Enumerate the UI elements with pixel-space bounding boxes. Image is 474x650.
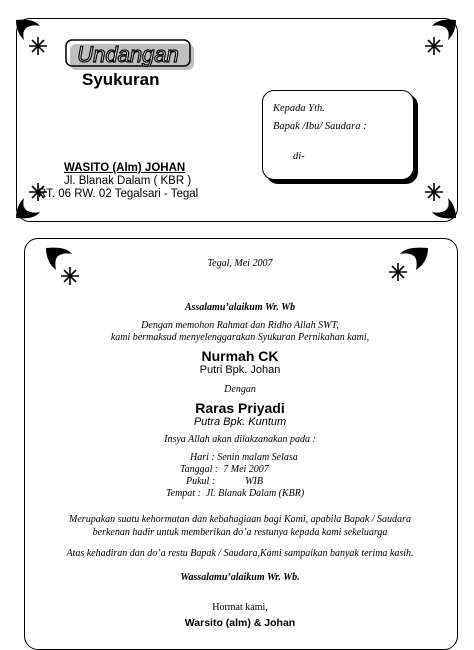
groom-name: Raras Priyadi bbox=[195, 400, 285, 416]
corner-ornament-icon bbox=[414, 16, 460, 62]
groom-parent: Putra Bpk. Kuntum bbox=[193, 416, 287, 428]
signature: Warsito (alm) & Johan bbox=[184, 617, 296, 629]
honor-line-1: Merupakan suatu kehormatan dan kebahagiaan bagi Kami, apabila Bapak / Saudara bbox=[69, 514, 411, 525]
corner-ornament-icon bbox=[42, 244, 92, 294]
sender-street: Jl. Blanak Dalam ( KBR ) bbox=[64, 175, 192, 187]
detail-time: Pukul : WIB bbox=[186, 476, 263, 487]
bride-parent: Putri Bpk. Johan bbox=[199, 364, 281, 376]
corner-ornament-icon bbox=[376, 244, 432, 294]
detail-day: Hari : Senin malam Selasa bbox=[190, 452, 298, 463]
event-intro: Insya Allah akan dilakzanakan pada : bbox=[164, 434, 316, 445]
greeting: Assalamu’alaikum Wr. Wb bbox=[184, 302, 296, 313]
closing-line: Wassalamu’alaikum Wr. Wb. bbox=[180, 572, 300, 583]
subtitle: Syukuran bbox=[82, 70, 160, 89]
sender-area: RT. 06 RW. 02 Tegalsari - Tegal bbox=[38, 188, 199, 200]
detail-date: Tanggal : 7 Mei 2007 bbox=[180, 464, 269, 475]
title-banner bbox=[64, 36, 194, 70]
honor-line-2: berkenan hadir untuk memberikan do’a restunya kepada kami sekeluarga bbox=[92, 527, 388, 538]
regards: Hormat kami, bbox=[212, 602, 268, 613]
sender-name: WASITO (Alm) JOHAN bbox=[64, 162, 186, 174]
corner-ornament-icon bbox=[414, 176, 460, 222]
intro-line-2: kami bermaksud menyelenggarakan Syukuran Pernikahan kami, bbox=[110, 332, 370, 343]
place-date: Tegal, Mei 2007 bbox=[207, 258, 273, 269]
thanks-line: Atas kehadiran dan do’a restu Bapak / Saudara,Kami sampaikan banyak terima kasih. bbox=[66, 548, 414, 559]
address-line-3: di- bbox=[293, 151, 305, 162]
address-line-1: Kepada Yth. bbox=[273, 103, 325, 114]
intro-line-1: Dengan memohon Rahmat dan Ridho Allah SWT, bbox=[141, 320, 339, 331]
bride-name: Nurmah CK bbox=[201, 348, 279, 364]
address-box bbox=[262, 90, 414, 180]
address-line-2: Bapak /Ibu/ Saudara : bbox=[273, 121, 367, 132]
with-word: Dengan bbox=[224, 384, 256, 395]
banner-text: Undangan bbox=[77, 42, 179, 67]
detail-place: Tempat : Jl. Blanak Dalam (KBR) bbox=[166, 488, 305, 499]
corner-ornament-icon bbox=[12, 16, 58, 62]
sender-block bbox=[38, 162, 199, 201]
